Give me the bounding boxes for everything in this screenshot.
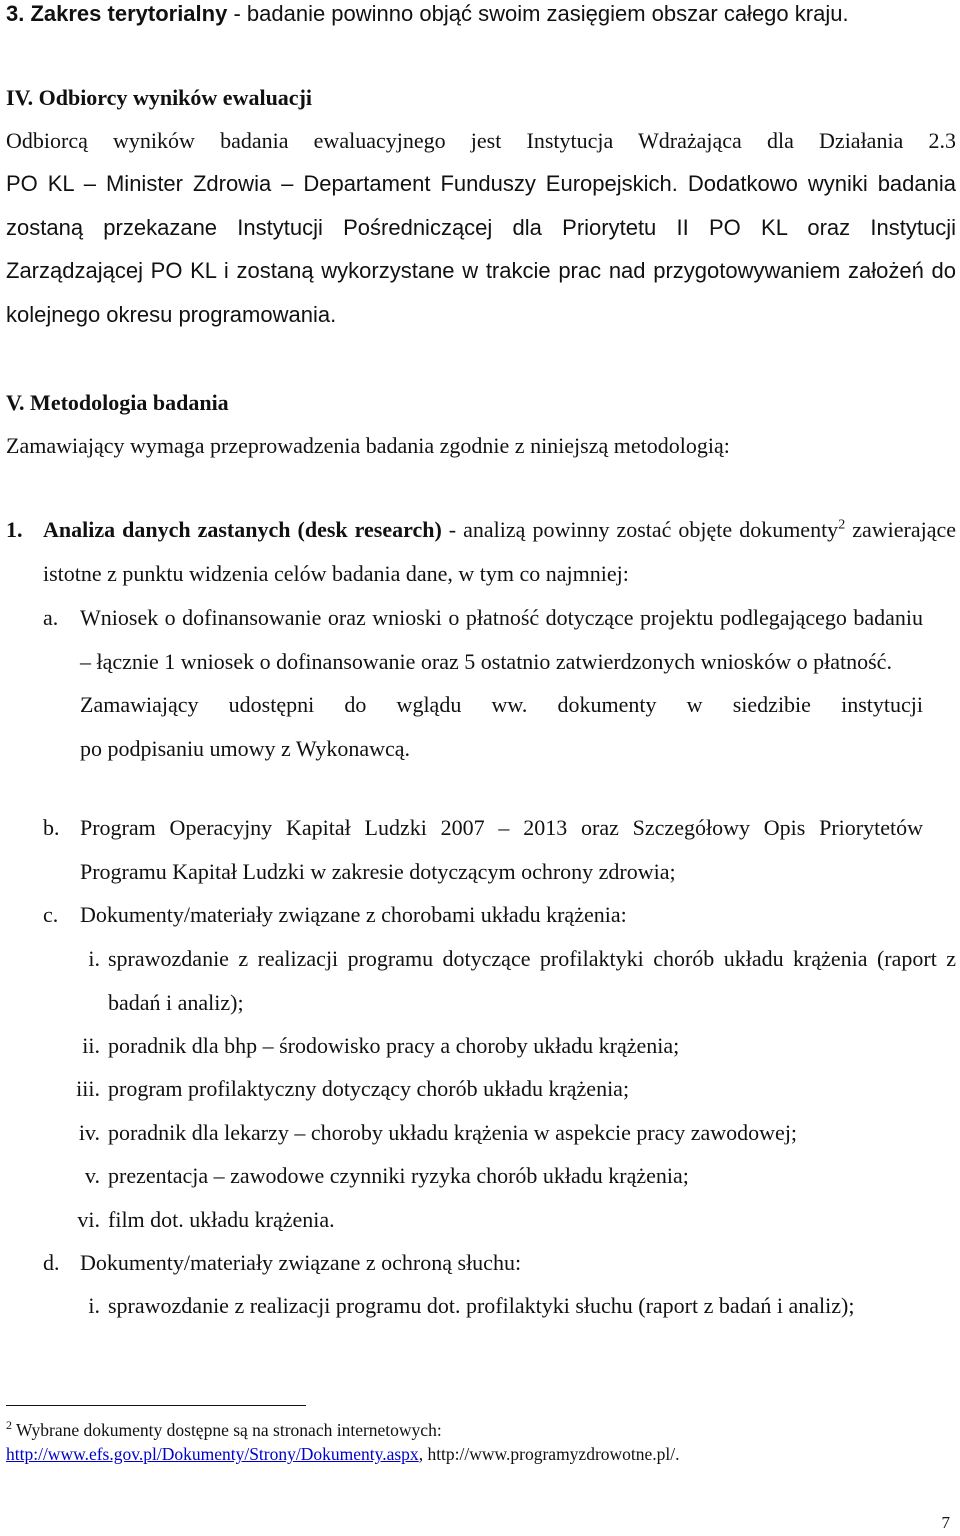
footnote-link-efs[interactable]: http://www.efs.gov.pl/Dokumenty/Strony/Dokumenty.aspx: [6, 1444, 419, 1464]
roman-item-c-vi-text: film dot. układu krążenia.: [108, 1207, 335, 1232]
page-number: 7: [941, 1513, 950, 1532]
sub-item-d: [43, 1241, 923, 1285]
sub-item-b-marker: b.: [43, 815, 60, 840]
sub-item-c-text: Dokumenty/materiały związane z chorobami układu krążenia:: [80, 902, 627, 927]
roman-item-c-iii: [6, 1067, 956, 1111]
footnote-text: Wybrane dokumenty dostępne są na stronach internetowych:: [12, 1420, 442, 1440]
method-item-1-number: 1.: [6, 517, 23, 542]
section-3-paragraph: [6, 0, 956, 36]
roman-item-c-vi-marker: vi.: [77, 1207, 100, 1232]
section-3-heading: 3. Zakres terytorialny: [6, 1, 228, 26]
sub-item-b: [43, 806, 923, 893]
roman-item-c-i-marker: i.: [88, 946, 100, 971]
roman-item-c-i: [6, 937, 956, 1024]
section-3-text: - badanie powinno objąć swoim zasięgiem obszar całego kraju.: [227, 1, 849, 26]
roman-item-c-iv: [6, 1111, 956, 1155]
footnote: [6, 1418, 956, 1466]
sub-item-a-note-line-1: Zamawiający udostępni do wglądu ww. dokumenty w siedzibie instytucji: [80, 692, 923, 717]
sub-item-a-note-line-2: po podpisaniu umowy z Wykonawcą.: [80, 735, 411, 761]
footnote-separator: [6, 1405, 306, 1406]
footnote-number: 2: [6, 1418, 12, 1433]
method-item-1-text-after: zawierające istotne z punktu widzenia celów badania dane, w tym co najmniej:: [43, 517, 956, 586]
footnote-line-2: [6, 1442, 956, 1466]
roman-item-c-iii-marker: iii.: [76, 1076, 100, 1101]
section-4-heading: IV. Odbiorcy wyników ewaluacji: [6, 85, 313, 110]
footnote-line-1: [6, 1418, 956, 1442]
document-page: [6, 0, 956, 1536]
method-item-1-title: Analiza danych zastanych (desk research): [43, 517, 442, 542]
section-5-intro: Zamawiający wymaga przeprowadzenia badania zgodnie z niniejszą metodologią:: [6, 433, 730, 458]
roman-item-c-i-text: sprawozdanie z realizacji programu dotyczące profilaktyki chorób układu krążenia (raport z badań i analiz);: [108, 946, 956, 1015]
roman-item-d-i: [6, 1284, 956, 1328]
roman-item-c-ii: [6, 1024, 956, 1068]
roman-item-c-v: [6, 1154, 956, 1198]
roman-item-c-vi: [6, 1198, 956, 1242]
footnote-separator-text: ,: [418, 1444, 428, 1464]
section-4-line-1: Odbiorcą wyników badania ewaluacyjnego jest Instytucja Wdrażająca dla Działania 2.3: [6, 128, 956, 153]
roman-item-c-iv-text: poradnik dla lekarzy – choroby układu krążenia w aspekcie pracy zawodowej;: [108, 1120, 798, 1145]
roman-item-c-iv-marker: iv.: [78, 1120, 100, 1145]
sub-item-a-text: Wniosek o dofinansowanie oraz wnioski o płatność dotyczące projektu podlegającego badaniu – łącznie 1 wniosek o dofinansowanie oraz 5 ostatnio zatwierdzonych wniosków o płatność.: [80, 605, 923, 674]
roman-item-c-ii-text: poradnik dla bhp – środowisko pracy a choroby układu krążenia;: [108, 1033, 680, 1058]
roman-item-d-i-marker: i.: [88, 1293, 100, 1318]
sub-item-d-marker: d.: [43, 1250, 60, 1275]
method-item-1-text-before: - analizą powinny zostać objęte dokumenty: [441, 517, 839, 542]
section-4-paragraph: PO KL – Minister Zdrowia – Departament Funduszy Europejskich. Dodatkowo wyniki badania zostaną przekazane Instytucji Pośredniczącej dla Priorytetu II PO KL oraz Instytucji Zarządzającej PO KL i zostaną wykorzystane w trakcie prac nad przygotowywaniem założeń do kolejnego okresu programowania.: [6, 171, 956, 327]
roman-item-c-ii-marker: ii.: [82, 1033, 100, 1058]
roman-item-c-iii-text: program profilaktyczny dotyczący chorób układu krążenia;: [108, 1076, 630, 1101]
method-item-1: [6, 508, 956, 595]
roman-item-d-i-text: sprawozdanie z realizacji programu dot. profilaktyki słuchu (raport z badań i analiz);: [108, 1293, 855, 1318]
sub-item-c-marker: c.: [43, 902, 59, 927]
sub-item-a-marker: a.: [43, 605, 59, 630]
roman-item-c-v-marker: v.: [84, 1163, 100, 1188]
roman-item-c-v-text: prezentacja – zawodowe czynniki ryzyka chorób układu krążenia;: [108, 1163, 689, 1188]
section-5-heading: V. Metodologia badania: [6, 390, 229, 415]
footnote-ref: 2: [838, 517, 846, 533]
footnote-link-programyzdrowotne[interactable]: http://www.programyzdrowotne.pl/.: [427, 1444, 680, 1464]
sub-item-c: [43, 893, 923, 937]
sub-item-b-text: Program Operacyjny Kapitał Ludzki 2007 – 2013 oraz Szczegółowy Opis Priorytetów Programu Kapitał Ludzki w zakresie dotyczącym ochrony zdrowia;: [80, 815, 923, 884]
sub-item-d-text: Dokumenty/materiały związane z ochroną słuchu:: [80, 1250, 522, 1275]
sub-item-a: [43, 596, 923, 770]
